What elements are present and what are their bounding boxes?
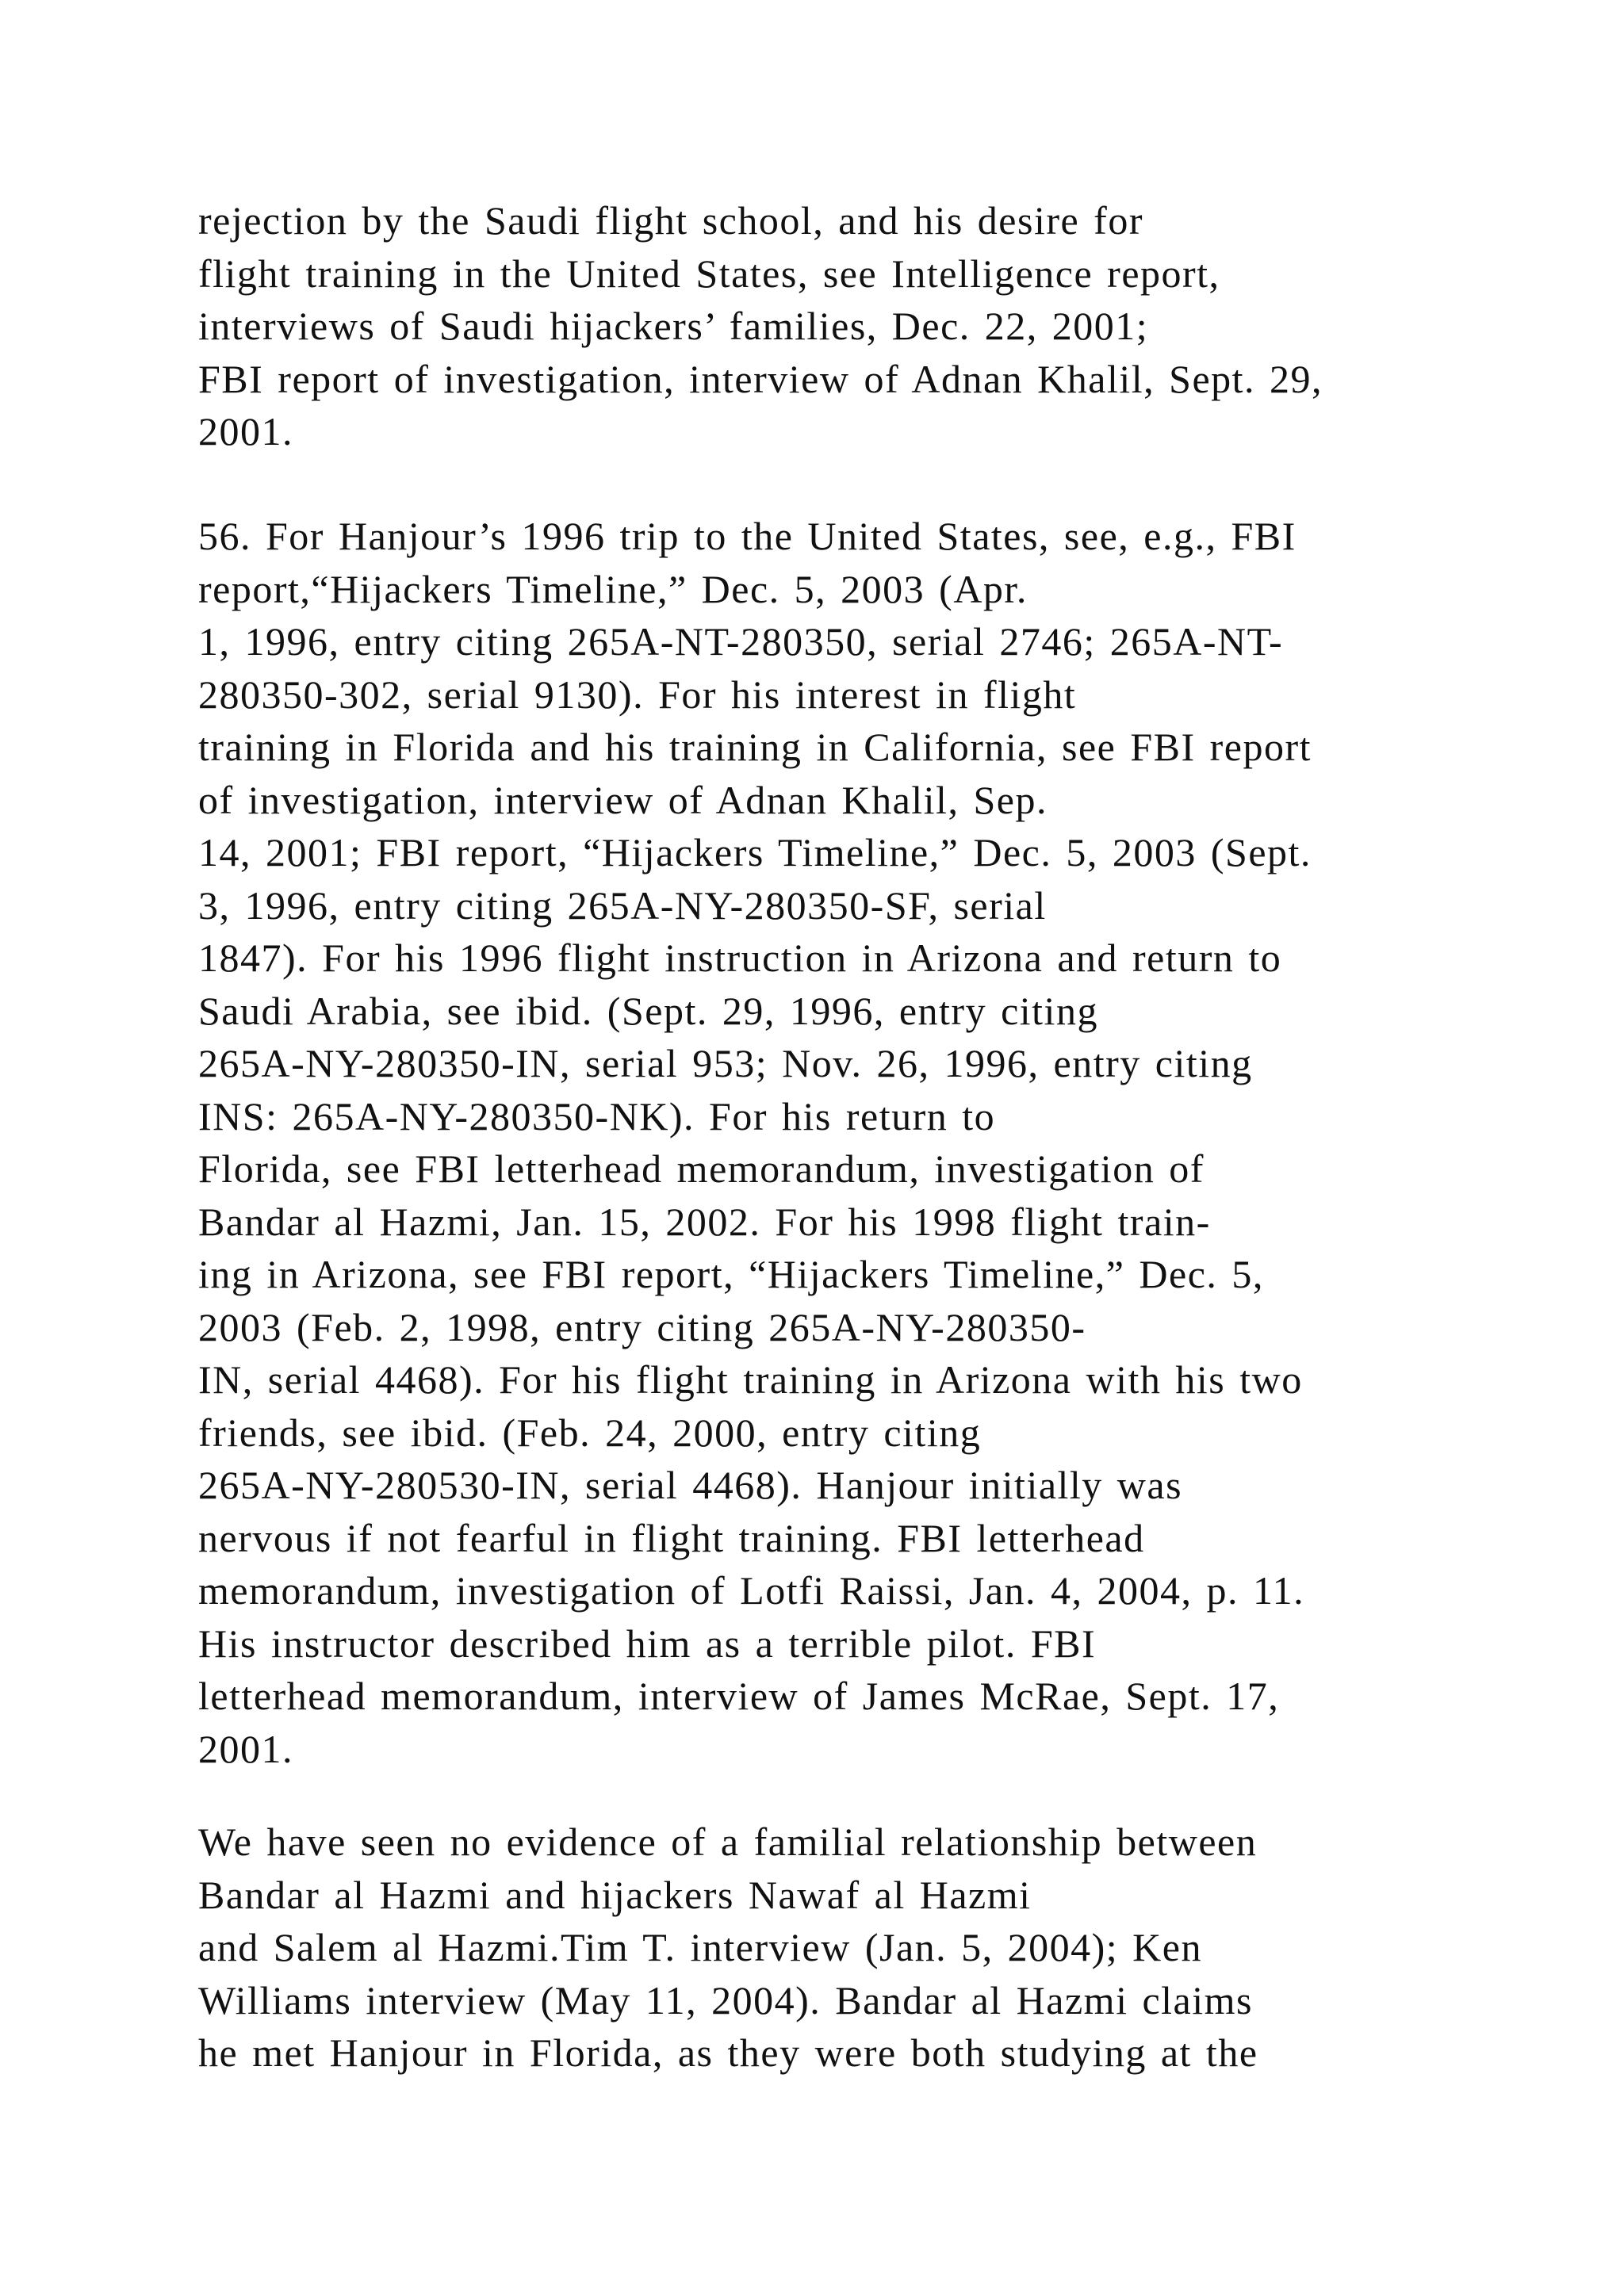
text-line: Williams interview (May 11, 2004). Bandar al Hazmi claims [198, 1977, 1253, 2022]
text-line: INS: 265A-NY-280350-NK). For his return to [198, 1093, 996, 1138]
text-line: 1847). For his 1996 flight instruction in Arizona and return to [198, 936, 1282, 980]
text-line: memorandum, investigation of Lotfi Raissi, Jan. 4, 2004, p. 11. [198, 1568, 1305, 1613]
text-line: 56. For Hanjour’s 1996 trip to the United States, see, e.g., FBI [198, 514, 1297, 558]
text-line: 265A-NY-280350-IN, serial 953; Nov. 26, 1996, entry citing [198, 1041, 1253, 1085]
text-line: 14, 2001; FBI report, “Hijackers Timeline,” Dec. 5, 2003 (Sept. [198, 830, 1312, 874]
text-line: 280350-302, serial 9130). For his interest in flight [198, 672, 1077, 717]
text-line: and Salem al Hazmi.Tim T. interview (Jan. 5, 2004); Ken [198, 1925, 1202, 1969]
paragraph-note-56 [198, 510, 1467, 1775]
text-line: His instructor described him as a terrible pilot. FBI [198, 1621, 1097, 1666]
text-line: letterhead memorandum, interview of James McRae, Sept. 17, [198, 1674, 1280, 1718]
text-line: training in Florida and his training in California, see FBI report [198, 725, 1312, 769]
text-line: We have seen no evidence of a familial relationship between [198, 1820, 1258, 1864]
paragraph-rejection-continuation [198, 194, 1467, 458]
text-line: Bandar al Hazmi, Jan. 15, 2002. For his 1998 flight train- [198, 1199, 1211, 1244]
text-line: 3, 1996, entry citing 265A-NY-280350-SF, serial [198, 882, 1047, 928]
text-line: friends, see ibid. (Feb. 24, 2000, entry citing [198, 1410, 982, 1455]
text-line: ing in Arizona, see FBI report, “Hijackers Timeline,” Dec. 5, [198, 1252, 1264, 1296]
text-line: 1, 1996, entry citing 265A-NT-280350, serial 2746; 265A-NT- [198, 619, 1284, 664]
text-line: 2001. [198, 1726, 293, 1771]
text-line: rejection by the Saudi flight school, and his desire for [198, 198, 1143, 243]
text-line: nervous if not fearful in flight training. FBI letterhead [198, 1515, 1145, 1560]
text-line: of investigation, interview of Adnan Khalil, Sep. [198, 777, 1048, 822]
text-line: flight training in the United States, see Intelligence report, [198, 251, 1220, 296]
text-line: 2001. [198, 409, 293, 453]
text-line: Saudi Arabia, see ibid. (Sept. 29, 1996, entry citing [198, 988, 1098, 1033]
text-line: 2003 (Feb. 2, 1998, entry citing 265A-NY-280350- [198, 1304, 1086, 1349]
text-line: he met Hanjour in Florida, as they were both studying at the [198, 2030, 1258, 2075]
text-line: interviews of Saudi hijackers’ families, Dec. 22, 2001; [198, 304, 1149, 348]
text-line: FBI report of investigation, interview of Adnan Khalil, Sept. 29, [198, 356, 1323, 401]
text-line: 265A-NY-280530-IN, serial 4468). Hanjour initially was [198, 1463, 1183, 1507]
text-line: Florida, see FBI letterhead memorandum, investigation of [198, 1146, 1205, 1191]
text-line: IN, serial 4468). For his flight training in Arizona with his two [198, 1357, 1303, 1402]
text-line: Bandar al Hazmi and hijackers Nawaf al Hazmi [198, 1872, 1032, 1917]
text-line: report,“Hijackers Timeline,” Dec. 5, 2003 (Apr. [198, 566, 1028, 611]
paragraph-familial-relationship [198, 1816, 1467, 2080]
